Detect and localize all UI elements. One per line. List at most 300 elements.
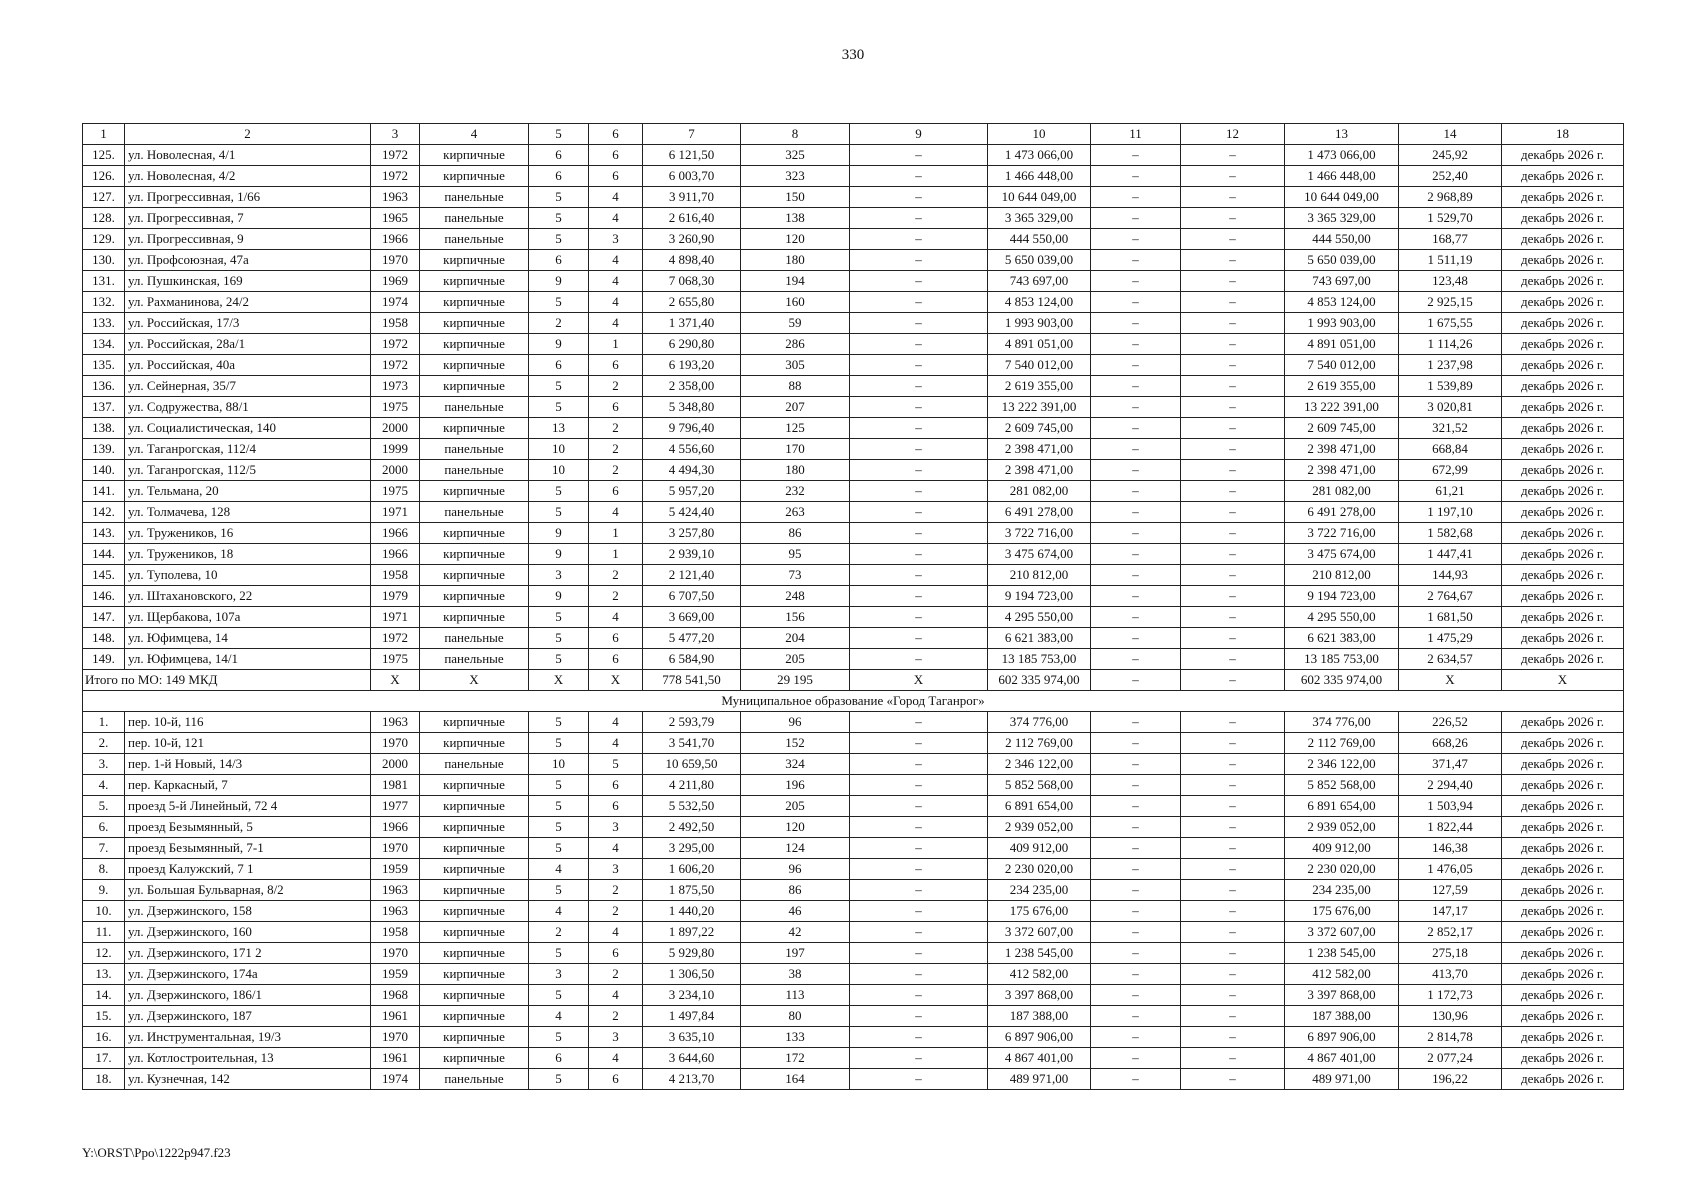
row-number: 14. xyxy=(83,985,125,1006)
col-9: – xyxy=(850,586,988,607)
residents: 286 xyxy=(741,334,850,355)
col-12: – xyxy=(1181,355,1285,376)
residents: 59 xyxy=(741,313,850,334)
header-cell-9: 9 xyxy=(850,124,988,145)
header-cell-14: 14 xyxy=(1399,124,1502,145)
entrances: 2 xyxy=(589,1006,643,1027)
row-number: 16. xyxy=(83,1027,125,1048)
col-10-cost: 374 776,00 xyxy=(988,712,1091,733)
address: ул. Дзержинского, 158 xyxy=(125,901,371,922)
col-13-total: 4 853 124,00 xyxy=(1285,292,1399,313)
year-built: 1958 xyxy=(371,922,420,943)
completion-date: декабрь 2026 г. xyxy=(1502,1069,1624,1090)
col-12: – xyxy=(1181,754,1285,775)
address: ул. Дзержинского, 187 xyxy=(125,1006,371,1027)
col-11: – xyxy=(1091,607,1181,628)
wall-material: кирпичные xyxy=(420,355,529,376)
entrances: 4 xyxy=(589,313,643,334)
area: 3 541,70 xyxy=(643,733,741,754)
col-11: – xyxy=(1091,313,1181,334)
year-built: 1974 xyxy=(371,1069,420,1090)
year-built: 1999 xyxy=(371,439,420,460)
floors: 4 xyxy=(529,1006,589,1027)
address: ул. Дзержинского, 171 2 xyxy=(125,943,371,964)
residents: 323 xyxy=(741,166,850,187)
floors: 5 xyxy=(529,397,589,418)
residents: 324 xyxy=(741,754,850,775)
col-12: – xyxy=(1181,502,1285,523)
year-built: 1972 xyxy=(371,166,420,187)
wall-material: кирпичные xyxy=(420,964,529,985)
address: проезд Безымянный, 5 xyxy=(125,817,371,838)
floors: 5 xyxy=(529,880,589,901)
residents: 120 xyxy=(741,817,850,838)
col-10-cost: 3 365 329,00 xyxy=(988,208,1091,229)
residents: 164 xyxy=(741,1069,850,1090)
residents: 205 xyxy=(741,796,850,817)
col-12: – xyxy=(1181,544,1285,565)
area: 2 593,79 xyxy=(643,712,741,733)
col-13-total: 4 891 051,00 xyxy=(1285,334,1399,355)
file-path-footer: Y:\ORST\Ppo\1222p947.f23 xyxy=(82,1145,231,1160)
completion-date: декабрь 2026 г. xyxy=(1502,733,1624,754)
entrances: 3 xyxy=(589,229,643,250)
residents: 325 xyxy=(741,145,850,166)
col-14-per-sqm: 1 529,70 xyxy=(1399,208,1502,229)
floors: 9 xyxy=(529,271,589,292)
row-number: 133. xyxy=(83,313,125,334)
col-10-cost: 5 852 568,00 xyxy=(988,775,1091,796)
wall-material: кирпичные xyxy=(420,985,529,1006)
area: 4 898,40 xyxy=(643,250,741,271)
floors: 5 xyxy=(529,838,589,859)
col-14-per-sqm: 1 681,50 xyxy=(1399,607,1502,628)
area: 6 290,80 xyxy=(643,334,741,355)
completion-date: декабрь 2026 г. xyxy=(1502,460,1624,481)
col-9: – xyxy=(850,817,988,838)
col-12: – xyxy=(1181,250,1285,271)
wall-material: кирпичные xyxy=(420,796,529,817)
year-built: 2000 xyxy=(371,754,420,775)
col-12: – xyxy=(1181,418,1285,439)
col-11: – xyxy=(1091,292,1181,313)
table-row xyxy=(83,901,1624,922)
col-9: – xyxy=(850,880,988,901)
col-12: – xyxy=(1181,922,1285,943)
completion-date: декабрь 2026 г. xyxy=(1502,166,1624,187)
wall-material: панельные xyxy=(420,208,529,229)
wall-material: кирпичные xyxy=(420,943,529,964)
completion-date: декабрь 2026 г. xyxy=(1502,292,1624,313)
col-13-total: 175 676,00 xyxy=(1285,901,1399,922)
table-row xyxy=(83,586,1624,607)
residents: 96 xyxy=(741,712,850,733)
row-number: 126. xyxy=(83,166,125,187)
col-9: – xyxy=(850,208,988,229)
address: ул. Толмачева, 128 xyxy=(125,502,371,523)
col-9: – xyxy=(850,292,988,313)
completion-date: декабрь 2026 г. xyxy=(1502,880,1624,901)
col-9: – xyxy=(850,796,988,817)
floors: 3 xyxy=(529,964,589,985)
col-11: – xyxy=(1091,1027,1181,1048)
col-11: – xyxy=(1091,775,1181,796)
col-11: – xyxy=(1091,208,1181,229)
col-10-cost: 6 491 278,00 xyxy=(988,502,1091,523)
total-floors: X xyxy=(529,670,589,691)
col-13-total: 6 491 278,00 xyxy=(1285,502,1399,523)
entrances: 1 xyxy=(589,523,643,544)
floors: 4 xyxy=(529,901,589,922)
header-cell-13: 13 xyxy=(1285,124,1399,145)
col-10-cost: 5 650 039,00 xyxy=(988,250,1091,271)
wall-material: кирпичные xyxy=(420,166,529,187)
col-12: – xyxy=(1181,859,1285,880)
area: 4 211,80 xyxy=(643,775,741,796)
col-10-cost: 2 112 769,00 xyxy=(988,733,1091,754)
col-9: – xyxy=(850,1027,988,1048)
year-built: 1963 xyxy=(371,901,420,922)
col-9: – xyxy=(850,628,988,649)
col-14-per-sqm: 127,59 xyxy=(1399,880,1502,901)
col-14-per-sqm: 2 814,78 xyxy=(1399,1027,1502,1048)
col-11: – xyxy=(1091,922,1181,943)
col-11: – xyxy=(1091,796,1181,817)
col-13-total: 1 466 448,00 xyxy=(1285,166,1399,187)
row-number: 142. xyxy=(83,502,125,523)
address: пер. 10-й, 116 xyxy=(125,712,371,733)
wall-material: кирпичные xyxy=(420,733,529,754)
floors: 9 xyxy=(529,586,589,607)
row-number: 134. xyxy=(83,334,125,355)
col-10-cost: 3 397 868,00 xyxy=(988,985,1091,1006)
address: ул. Прогрессивная, 1/66 xyxy=(125,187,371,208)
col-12: – xyxy=(1181,1006,1285,1027)
year-built: 1958 xyxy=(371,313,420,334)
col-10-cost: 2 398 471,00 xyxy=(988,439,1091,460)
table-row xyxy=(83,880,1624,901)
area: 3 234,10 xyxy=(643,985,741,1006)
completion-date: декабрь 2026 г. xyxy=(1502,250,1624,271)
col-11: – xyxy=(1091,334,1181,355)
col-13-total: 234 235,00 xyxy=(1285,880,1399,901)
table-row xyxy=(83,313,1624,334)
col-13-total: 374 776,00 xyxy=(1285,712,1399,733)
area: 2 655,80 xyxy=(643,292,741,313)
col-11: – xyxy=(1091,985,1181,1006)
entrances: 3 xyxy=(589,859,643,880)
col-14-per-sqm: 2 764,67 xyxy=(1399,586,1502,607)
col-13-total: 2 609 745,00 xyxy=(1285,418,1399,439)
total-col-10-cost: 602 335 974,00 xyxy=(988,670,1091,691)
row-number: 140. xyxy=(83,460,125,481)
wall-material: панельные xyxy=(420,397,529,418)
col-9: – xyxy=(850,964,988,985)
col-14-per-sqm: 1 675,55 xyxy=(1399,313,1502,334)
wall-material: кирпичные xyxy=(420,418,529,439)
col-13-total: 5 650 039,00 xyxy=(1285,250,1399,271)
col-13-total: 3 365 329,00 xyxy=(1285,208,1399,229)
col-12: – xyxy=(1181,985,1285,1006)
total-label: Итого по МО: 149 МКД xyxy=(83,670,371,691)
header-cell-6: 6 xyxy=(589,124,643,145)
wall-material: кирпичные xyxy=(420,859,529,880)
wall-material: кирпичные xyxy=(420,250,529,271)
entrances: 1 xyxy=(589,334,643,355)
col-9: – xyxy=(850,901,988,922)
area: 2 358,00 xyxy=(643,376,741,397)
residents: 194 xyxy=(741,271,850,292)
residents: 180 xyxy=(741,250,850,271)
col-12: – xyxy=(1181,481,1285,502)
area: 2 492,50 xyxy=(643,817,741,838)
floors: 5 xyxy=(529,796,589,817)
col-14-per-sqm: 1 539,89 xyxy=(1399,376,1502,397)
completion-date: декабрь 2026 г. xyxy=(1502,145,1624,166)
col-13-total: 4 295 550,00 xyxy=(1285,607,1399,628)
address: ул. Содружества, 88/1 xyxy=(125,397,371,418)
col-14-per-sqm: 2 294,40 xyxy=(1399,775,1502,796)
col-12: – xyxy=(1181,607,1285,628)
total-row xyxy=(83,670,1624,691)
col-14-per-sqm: 147,17 xyxy=(1399,901,1502,922)
table-row xyxy=(83,166,1624,187)
completion-date: декабрь 2026 г. xyxy=(1502,544,1624,565)
row-number: 5. xyxy=(83,796,125,817)
row-number: 147. xyxy=(83,607,125,628)
col-14-per-sqm: 1 511,19 xyxy=(1399,250,1502,271)
col-12: – xyxy=(1181,964,1285,985)
col-10-cost: 7 540 012,00 xyxy=(988,355,1091,376)
address: ул. Тружеников, 18 xyxy=(125,544,371,565)
table-row xyxy=(83,355,1624,376)
col-13-total: 3 372 607,00 xyxy=(1285,922,1399,943)
area: 1 897,22 xyxy=(643,922,741,943)
completion-date: декабрь 2026 г. xyxy=(1502,943,1624,964)
col-14-per-sqm: 2 852,17 xyxy=(1399,922,1502,943)
entrances: 3 xyxy=(589,817,643,838)
residents: 133 xyxy=(741,1027,850,1048)
col-9: – xyxy=(850,838,988,859)
completion-date: декабрь 2026 г. xyxy=(1502,1027,1624,1048)
col-10-cost: 187 388,00 xyxy=(988,1006,1091,1027)
row-number: 1. xyxy=(83,712,125,733)
total-col-12: – xyxy=(1181,670,1285,691)
col-12: – xyxy=(1181,586,1285,607)
col-10-cost: 2 230 020,00 xyxy=(988,859,1091,880)
table-row xyxy=(83,754,1624,775)
wall-material: кирпичные xyxy=(420,313,529,334)
table-row xyxy=(83,292,1624,313)
address: ул. Дзержинского, 174а xyxy=(125,964,371,985)
col-14-per-sqm: 1 197,10 xyxy=(1399,502,1502,523)
area: 1 440,20 xyxy=(643,901,741,922)
col-14-per-sqm: 144,93 xyxy=(1399,565,1502,586)
address: ул. Юфимцева, 14 xyxy=(125,628,371,649)
entrances: 6 xyxy=(589,166,643,187)
floors: 6 xyxy=(529,250,589,271)
area: 10 659,50 xyxy=(643,754,741,775)
col-13-total: 5 852 568,00 xyxy=(1285,775,1399,796)
completion-date: декабрь 2026 г. xyxy=(1502,523,1624,544)
header-cell-12: 12 xyxy=(1181,124,1285,145)
year-built: 1972 xyxy=(371,628,420,649)
completion-date: декабрь 2026 г. xyxy=(1502,439,1624,460)
year-built: 1981 xyxy=(371,775,420,796)
header-cell-4: 4 xyxy=(420,124,529,145)
col-13-total: 6 891 654,00 xyxy=(1285,796,1399,817)
entrances: 2 xyxy=(589,586,643,607)
area: 1 306,50 xyxy=(643,964,741,985)
address: ул. Таганрогская, 112/5 xyxy=(125,460,371,481)
completion-date: декабрь 2026 г. xyxy=(1502,1006,1624,1027)
col-11: – xyxy=(1091,271,1181,292)
table-row xyxy=(83,271,1624,292)
col-11: – xyxy=(1091,355,1181,376)
col-11: – xyxy=(1091,250,1181,271)
floors: 5 xyxy=(529,1069,589,1090)
row-number: 130. xyxy=(83,250,125,271)
wall-material: кирпичные xyxy=(420,523,529,544)
entrances: 4 xyxy=(589,733,643,754)
col-12: – xyxy=(1181,901,1285,922)
col-9: – xyxy=(850,859,988,880)
completion-date: декабрь 2026 г. xyxy=(1502,187,1624,208)
col-10-cost: 2 346 122,00 xyxy=(988,754,1091,775)
row-number: 144. xyxy=(83,544,125,565)
col-10-cost: 6 897 906,00 xyxy=(988,1027,1091,1048)
col-11: – xyxy=(1091,523,1181,544)
residents: 124 xyxy=(741,838,850,859)
table-row xyxy=(83,922,1624,943)
col-12: – xyxy=(1181,817,1285,838)
year-built: 1968 xyxy=(371,985,420,1006)
col-11: – xyxy=(1091,880,1181,901)
col-10-cost: 3 722 716,00 xyxy=(988,523,1091,544)
floors: 9 xyxy=(529,544,589,565)
entrances: 4 xyxy=(589,1048,643,1069)
year-built: 1972 xyxy=(371,355,420,376)
residents: 207 xyxy=(741,397,850,418)
wall-material: кирпичные xyxy=(420,544,529,565)
col-11: – xyxy=(1091,817,1181,838)
row-number: 11. xyxy=(83,922,125,943)
row-number: 2. xyxy=(83,733,125,754)
header-cell-2: 2 xyxy=(125,124,371,145)
col-13-total: 412 582,00 xyxy=(1285,964,1399,985)
col-10-cost: 13 222 391,00 xyxy=(988,397,1091,418)
wall-material: панельные xyxy=(420,229,529,250)
completion-date: декабрь 2026 г. xyxy=(1502,418,1624,439)
col-11: – xyxy=(1091,460,1181,481)
col-14-per-sqm: 61,21 xyxy=(1399,481,1502,502)
col-9: – xyxy=(850,544,988,565)
residents: 86 xyxy=(741,523,850,544)
wall-material: панельные xyxy=(420,502,529,523)
area: 3 644,60 xyxy=(643,1048,741,1069)
table-row xyxy=(83,229,1624,250)
row-number: 7. xyxy=(83,838,125,859)
header-cell-5: 5 xyxy=(529,124,589,145)
wall-material: кирпичные xyxy=(420,775,529,796)
col-12: – xyxy=(1181,313,1285,334)
section-title: Муниципальное образование «Город Таганрог» xyxy=(83,691,1624,712)
table-row xyxy=(83,544,1624,565)
area: 4 213,70 xyxy=(643,1069,741,1090)
table-row xyxy=(83,418,1624,439)
year-built: 1966 xyxy=(371,229,420,250)
wall-material: кирпичные xyxy=(420,901,529,922)
floors: 9 xyxy=(529,334,589,355)
col-13-total: 6 897 906,00 xyxy=(1285,1027,1399,1048)
floors: 5 xyxy=(529,628,589,649)
table-row xyxy=(83,964,1624,985)
col-14-per-sqm: 252,40 xyxy=(1399,166,1502,187)
col-12: – xyxy=(1181,292,1285,313)
col-9: – xyxy=(850,355,988,376)
col-11: – xyxy=(1091,439,1181,460)
col-12: – xyxy=(1181,1048,1285,1069)
entrances: 6 xyxy=(589,481,643,502)
table-row xyxy=(83,1048,1624,1069)
residents: 113 xyxy=(741,985,850,1006)
address: проезд Калужский, 7 1 xyxy=(125,859,371,880)
area: 6 584,90 xyxy=(643,649,741,670)
col-13-total: 281 082,00 xyxy=(1285,481,1399,502)
year-built: 1970 xyxy=(371,250,420,271)
entrances: 5 xyxy=(589,754,643,775)
row-number: 125. xyxy=(83,145,125,166)
wall-material: кирпичные xyxy=(420,607,529,628)
wall-material: кирпичные xyxy=(420,376,529,397)
row-number: 3. xyxy=(83,754,125,775)
entrances: 6 xyxy=(589,943,643,964)
floors: 5 xyxy=(529,187,589,208)
year-built: 1961 xyxy=(371,1048,420,1069)
entrances: 4 xyxy=(589,271,643,292)
completion-date: декабрь 2026 г. xyxy=(1502,964,1624,985)
year-built: 1961 xyxy=(371,1006,420,1027)
address: ул. Штахановского, 22 xyxy=(125,586,371,607)
row-number: 131. xyxy=(83,271,125,292)
col-11: – xyxy=(1091,712,1181,733)
col-14-per-sqm: 2 077,24 xyxy=(1399,1048,1502,1069)
area: 9 796,40 xyxy=(643,418,741,439)
floors: 5 xyxy=(529,943,589,964)
total-col-9: X xyxy=(850,670,988,691)
year-built: 1971 xyxy=(371,502,420,523)
residents: 120 xyxy=(741,229,850,250)
completion-date: декабрь 2026 г. xyxy=(1502,481,1624,502)
col-10-cost: 1 993 903,00 xyxy=(988,313,1091,334)
total-col-11: – xyxy=(1091,670,1181,691)
floors: 5 xyxy=(529,985,589,1006)
col-11: – xyxy=(1091,397,1181,418)
floors: 5 xyxy=(529,607,589,628)
entrances: 2 xyxy=(589,376,643,397)
col-10-cost: 2 939 052,00 xyxy=(988,817,1091,838)
floors: 2 xyxy=(529,313,589,334)
header-cell-8: 8 xyxy=(741,124,850,145)
table-row xyxy=(83,838,1624,859)
floors: 5 xyxy=(529,733,589,754)
year-built: 1966 xyxy=(371,817,420,838)
table-row xyxy=(83,523,1624,544)
col-14-per-sqm: 371,47 xyxy=(1399,754,1502,775)
col-10-cost: 2 398 471,00 xyxy=(988,460,1091,481)
col-13-total: 9 194 723,00 xyxy=(1285,586,1399,607)
col-13-total: 1 993 903,00 xyxy=(1285,313,1399,334)
